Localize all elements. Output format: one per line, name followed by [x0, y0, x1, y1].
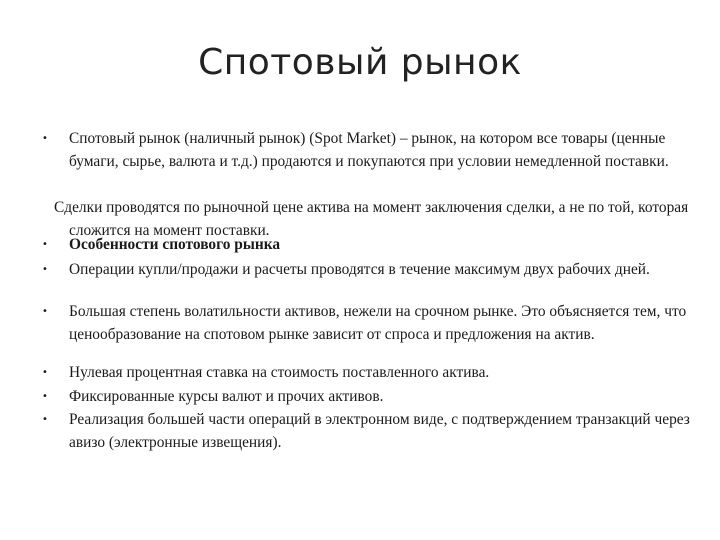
bullet-icon: • [42, 264, 48, 275]
bullet-icon: • [42, 391, 48, 402]
bullet-text: Большая степень волатильности активов, нежели на срочном рынке. Это объясняется тем, что ценообразование на спотовом рынке зависит от спроса и предложения на актив. [69, 303, 687, 343]
bullet-text: Операции купли/продажи и расчеты проводятся в течение максимум двух рабочих дней. [69, 261, 650, 278]
bullet-icon: • [42, 367, 48, 378]
bullet-item [42, 385, 699, 408]
bullet-item [42, 258, 699, 281]
bullet-item [42, 233, 699, 256]
bullet-icon: • [42, 239, 48, 250]
bullet-item [42, 361, 699, 384]
bullet-icon: • [42, 414, 48, 425]
bullet-icon: • [42, 306, 48, 317]
bullet-icon: • [42, 133, 48, 144]
bullet-item [42, 408, 699, 454]
bullet-text: Нулевая процентная ставка на стоимость поставленного актива. [69, 364, 490, 381]
bullet-item [42, 300, 699, 346]
paragraph-text: Сделки проводятся по рыночной цене актива на момент заключения сделки, а не по той, которая сложится на момент поставки. [54, 199, 689, 239]
bullet-text: Реализация большей части операций в электронном виде, с подтверждением транзакций через авизо (электронные извещения). [69, 411, 690, 451]
bullet-text: Фиксированные курсы валют и прочих активов. [69, 388, 384, 405]
bullet-text: Спотовый рынок (наличный рынок) (Spot Market) – рынок, на котором все товары (ценные бумаги, сырье, валюта и т.д.) продаются и покупаются при условии немедленной поставки. [69, 130, 669, 170]
bullet-item [42, 127, 699, 173]
slide-title: Спотовый рынок [198, 42, 522, 83]
bullet-heading: Особенности спотового рынка [69, 236, 281, 253]
